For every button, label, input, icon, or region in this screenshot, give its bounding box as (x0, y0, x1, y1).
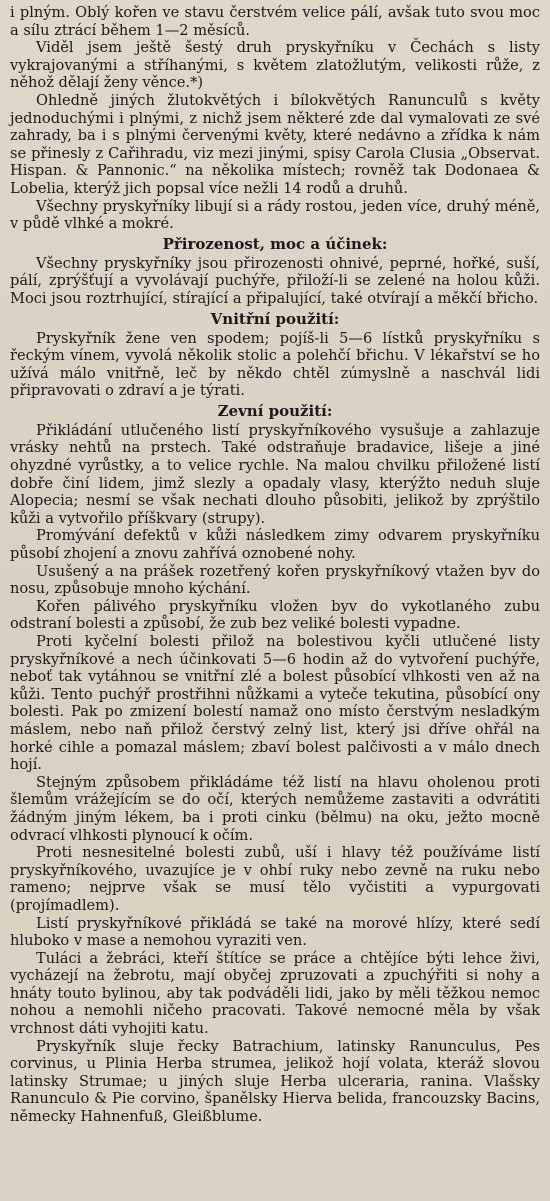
paragraph: Viděl jsem ještě šestý druh pryskyřníku v Čechách s listy vykrajovanými a stříhanými, s květem zlatožlutým, velikosti růže, z něhož dělají ženy věnce.*) (10, 39, 540, 92)
paragraph: Promývání defektů v kůži následkem zimy odvarem pryskyřníku působí zhojení a znovu zahřívá oznobené nohy. (10, 527, 540, 563)
paragraph: Proti nesnesitelné bolesti zubů, uší i hlavy též používáme listí pryskyřníkového, uvazujíce je v ohbí ruky nebo zevně na ruku nebo rameno; nejprve však se musí tělo vyčistiti a vypurgovati (projímadlem). (10, 844, 540, 914)
paragraph: Tuláci a žebráci, kteří štítíce se práce a chtějíce býti lehce živi, vycházejí na žebrotu, mají obyčej zpruzovati a zpuchýřiti si nohy a hnáty touto bylinou, aby tak podváděli lidi, jako by měli těžkou nemoc nohou a nemohli ničeho pracovati. Takové nemocné měla by však vrchnost dáti vyhojiti katu. (10, 949, 540, 1038)
paragraph: Ohledně jiných žlutokvětých i bílokvětých Ranunculů s květy jednoduchými i plnými, z nichž jsem některé zde dal vymalovati ze své zahrady, ba i s plnými červenými květy, které nedávno a zřídka k nám se přinesly z Cařihradu, viz mezi jinými, spisy Carola Clusia „Observat. Hispan. & Pannonic.“ na několika místech; rovněž tak Dodonaea & Lobelia, kterýž jich popsal více nežli 14 rodů a druhů. (10, 91, 540, 197)
paragraph: Všechny pryskyřníky jsou přirozenosti ohnivé, peprné, hořké, suší, pálí, zprýšťují a vyvolávají puchýře, přiloží-li se zelené na holou kůži. Moci jsou roztrhující, stírající a připalující, také otvírají a měkčí břicho. (10, 254, 540, 307)
paragraph: i plným. Oblý kořen ve stavu čerstvém velice pálí, avšak tuto svou moc a sílu ztrácí během 1—2 měsíců. (10, 4, 540, 39)
paragraph: Pryskyřník žene ven spodem; pojíš-li 5—6 lístků pryskyřníku s řeckým vínem, vyvolá několik stolic a polehčí břichu. V lékařství se ho užívá málo vnitřně, leč by někdo chtěl zúmyslně a naschvál lidi připravovati o zdraví a je týrati. (10, 329, 540, 400)
paragraph: Pryskyřník sluje řecky Batrachium, latinsky Ranunculus, Pes corvinus, u Plinia Herba strumea, jelikož hojí volata, kteráž slovou latinsky Strumae; u jiných sluje Herba ulceraria, ranina. Vlašsky Ranunculo & Pie corvino, španělsky Hierva belida, francouzsky Bacins, německy Hahnenfuß, Gleißblume. (10, 1037, 540, 1126)
paragraph: Všechny pryskyřníky libují si a rády rostou, jeden více, druhý méně, v půdě vlhké a mokré. (10, 197, 540, 233)
section-heading-internal-use: Vnitřní použití: (210, 309, 340, 328)
paragraph: Stejným způsobem přikládáme též listí na hlavu oholenou proti šlemům vrážejícím se do očí, kterých nemůžeme zastaviti a odvrátiti žádným jiným lékem, ba i proti cinku (bělmu) na oku, ježto mocně odvrací vlhkosti plynoucí k očím. (10, 773, 540, 844)
paragraph: Usušený a na prášek rozetřený kořen pryskyřníkový vtažen byv do nosu, způsobuje mnoho kýchání. (10, 562, 540, 598)
paragraph: Listí pryskyřníkové přikládá se také na morové hlízy, které sedí hluboko v mase a nemohou vyraziti ven. (10, 914, 540, 950)
paragraph: Přikládání utlučeného listí pryskyřníkového vysušuje a zahlazuje vrásky nehtů na prstech. Také odstraňuje bradavice, lišeje a jiné ohyzdné vyrůstky, a to velice rychle. Na malou chvilku přiložené listí dobře činí lidem, jimž slezly a opadaly vlasy, kterýžto neduh sluje Alopecia; nesmí se však nechati dlouho působiti, jelikož by zprýštilo kůži a vytvořilo příškvary (strupy). (10, 421, 540, 527)
section-heading-nature: Přirozenost, moc a účinek: (162, 234, 388, 253)
section-heading-external-use: Zevní použití: (217, 401, 333, 420)
paragraph: Proti kyčelní bolesti přilož na bolestivou kyčli utlučené listy pryskyřníkové a nech účinkovati 5—6 hodin až do vytvoření puchýře, neboť tak vytáhnou se vnitřní zlé a bolest působící vlhkosti ven až na kůži. Tento puchýř prostřihni nůžkami a vyteče tekutina, působící ony bolesti. Pak po zmizení bolestí namaž ono místo čerstvým nesladkým máslem, nebo naň přilož čerstvý zelný list, který jsi dříve ohřál na horké cihle a pomazal máslem; zbaví bolest palčivosti a v málo dnech hojí. (10, 633, 540, 774)
paragraph: Kořen pálivého pryskyřníku vložen byv do vykotlaného zubu odstraní bolesti a způsobí, že zub bez veliké bolesti vypadne. (10, 597, 540, 633)
